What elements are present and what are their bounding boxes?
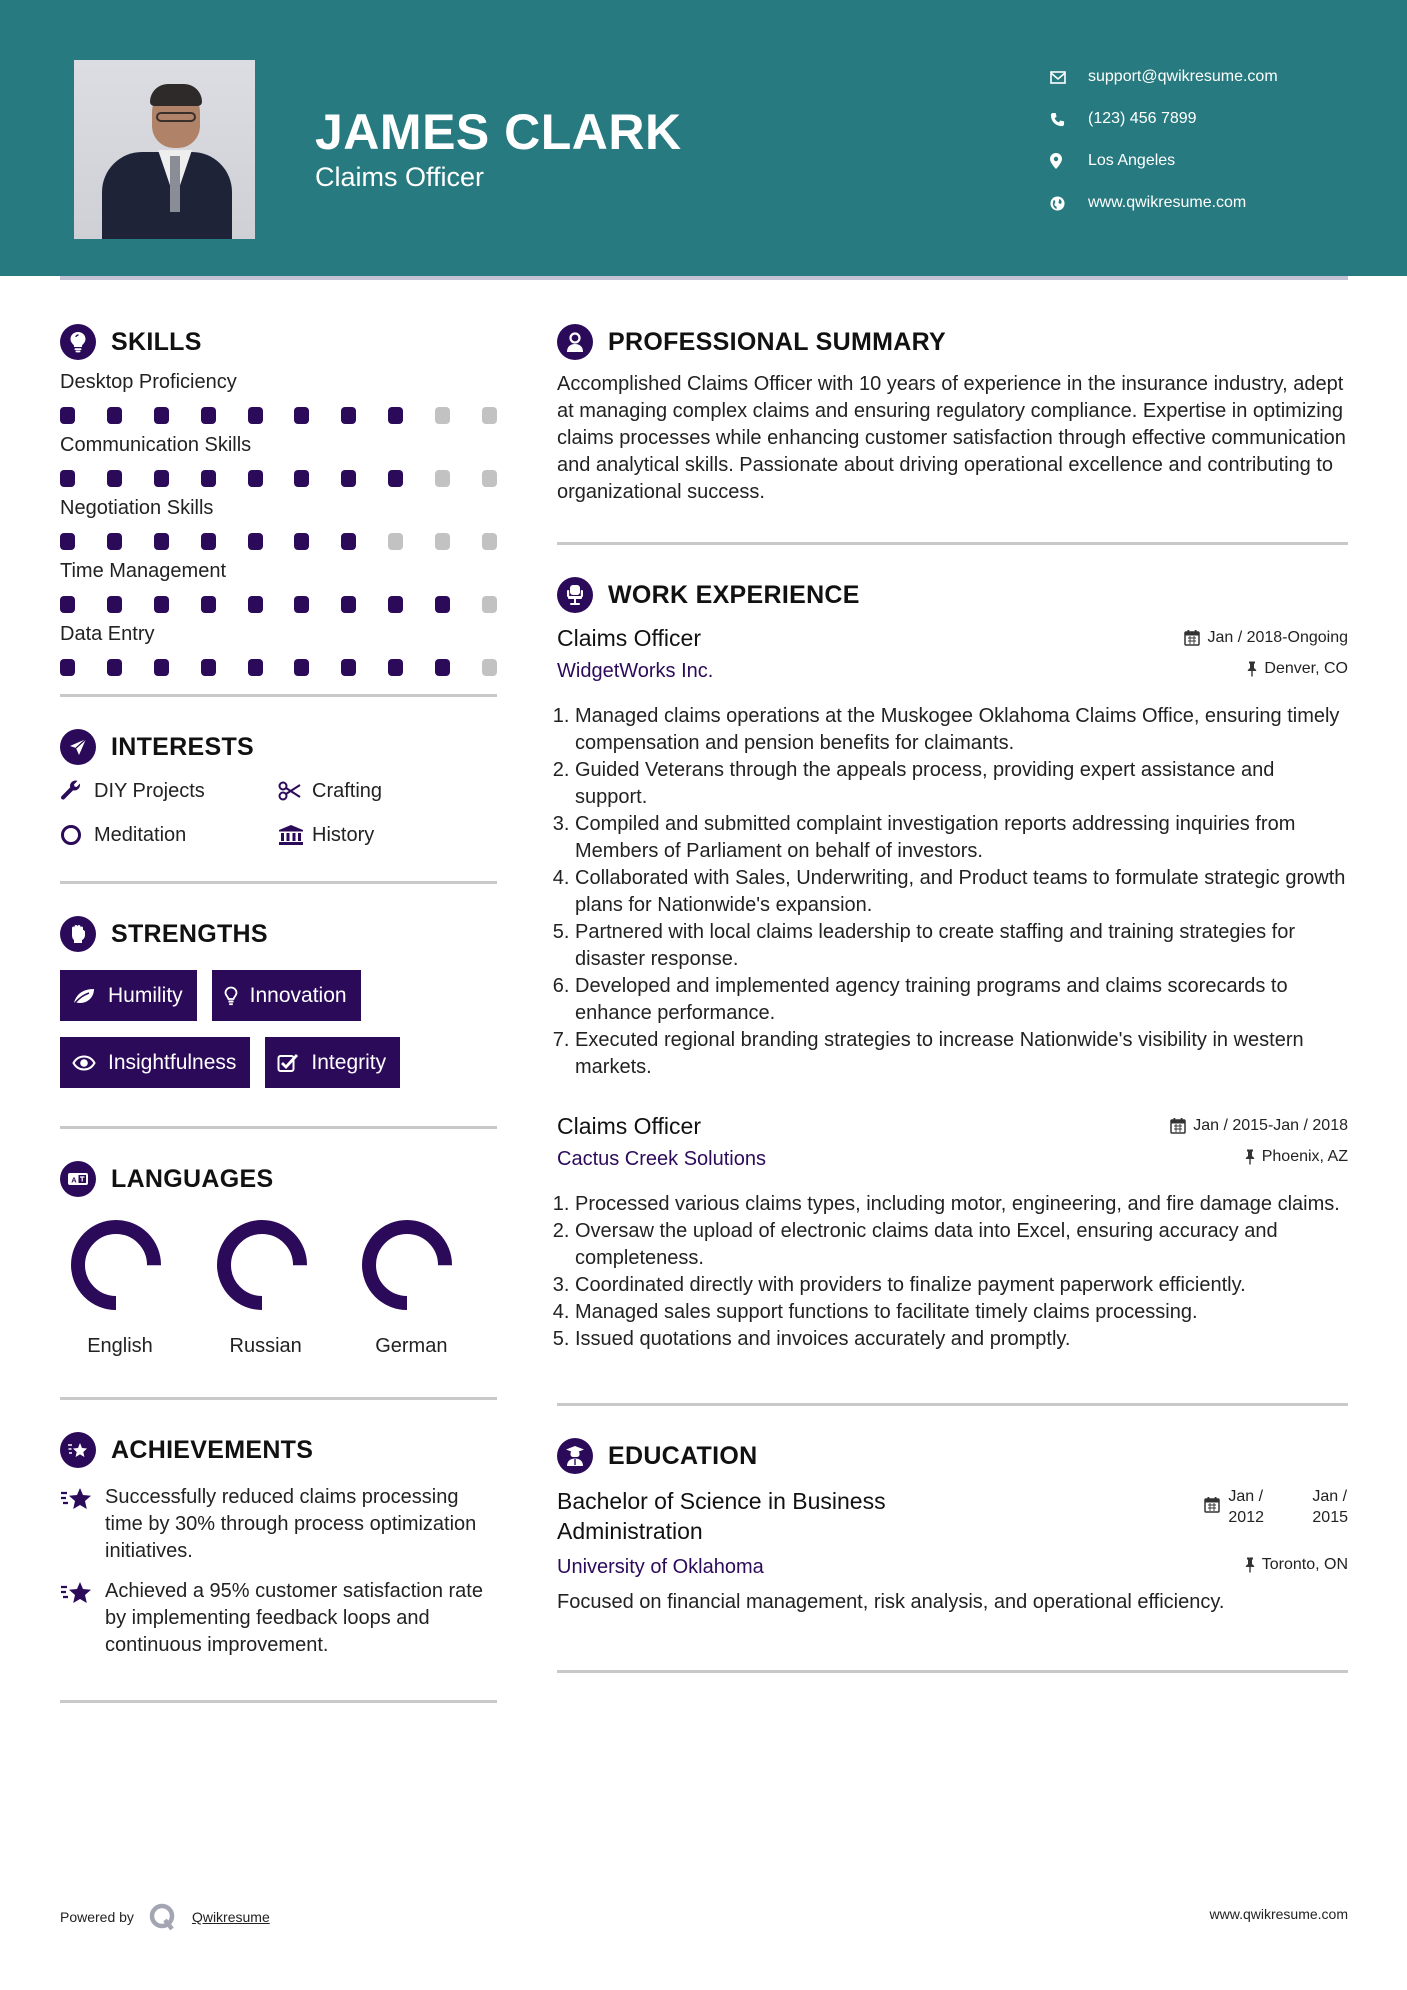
museum-icon (278, 824, 312, 846)
education-heading: EDUCATION (608, 1441, 758, 1470)
rating-dot-filled (388, 659, 403, 676)
duty-item: 3. Coordinated directly with providers to finalize payment paperwork efficiently. (575, 1272, 1348, 1299)
section-divider (557, 542, 1348, 545)
interest-label: Crafting (312, 779, 383, 802)
header-divider (60, 276, 1348, 280)
duty-item: 6. Developed and implemented agency training programs and claims scorecards to enhance performance. (575, 973, 1348, 1027)
rating-dot-filled (107, 596, 122, 613)
pushpin-icon (1245, 1149, 1255, 1165)
duty-list (557, 703, 1348, 1081)
duty-item: 1. Processed various claims types, including motor, engineering, and fire damage claims. (575, 1191, 1348, 1218)
duty-item: 5. Issued quotations and invoices accurately and promptly. (575, 1326, 1348, 1353)
lightbulb-icon (60, 324, 96, 360)
rating-dot-empty (435, 407, 450, 424)
language-progress-ring (212, 1215, 312, 1315)
edu-start-month: Jan / (1228, 1488, 1264, 1505)
strengths-section (60, 914, 497, 1088)
rating-dot-empty (482, 596, 497, 613)
education-location-text: Toronto, ON (1261, 1556, 1348, 1573)
right-column (557, 322, 1348, 1673)
rating-dot-filled (435, 659, 450, 676)
rating-dot-empty (482, 407, 497, 424)
resume-header (0, 0, 1407, 276)
rating-dot-empty (482, 470, 497, 487)
qwikresume-logo-icon (148, 1902, 178, 1932)
rating-dot-filled (388, 470, 403, 487)
interests-section (60, 727, 497, 849)
skill-name: Time Management (60, 560, 226, 582)
rating-dot-filled (294, 659, 309, 676)
office-chair-icon (557, 577, 593, 613)
skill-name: Desktop Proficiency (60, 371, 237, 393)
education-dates (1204, 1486, 1348, 1528)
skill-rating (60, 533, 497, 550)
edu-end-year: 2015 (1312, 1509, 1348, 1526)
strength-label: Innovation (249, 983, 347, 1007)
job-dates (1170, 1117, 1348, 1135)
rating-dot-filled (294, 470, 309, 487)
rating-dot-filled (154, 470, 169, 487)
rating-dot-filled (201, 596, 216, 613)
duty-list (557, 1191, 1348, 1353)
strengths-heading: STRENGTHS (111, 919, 268, 948)
rating-dot-filled (294, 596, 309, 613)
interests-heading: INTERESTS (111, 732, 254, 761)
rating-dot-filled (248, 407, 263, 424)
scissors-icon (278, 781, 312, 801)
rating-dot-empty (435, 470, 450, 487)
experience-section (557, 575, 1348, 1353)
phone-icon (1050, 112, 1088, 127)
rating-dot-filled (201, 659, 216, 676)
strength-chip (265, 1037, 400, 1088)
duty-item: 3. Compiled and submitted complaint investigation reports addressing inquiries from Members of Parliament on behalf of investors. (575, 811, 1348, 865)
skills-section (60, 322, 497, 676)
language-name: English (87, 1335, 153, 1357)
duty-item: 4. Managed sales support functions to facilitate timely claims processing. (575, 1299, 1348, 1326)
achievements-section (60, 1430, 497, 1659)
skill-rating (60, 470, 497, 487)
job-entry (557, 625, 1348, 1081)
school-name: University of Oklahoma (557, 1556, 764, 1578)
degree-title: Bachelor of Science in Business Administration (557, 1488, 886, 1544)
rating-dot-empty (482, 659, 497, 676)
lightbulb-icon (224, 986, 238, 1006)
skills-heading: SKILLS (111, 327, 202, 356)
rating-dot-filled (107, 470, 122, 487)
rating-dot-empty (388, 533, 403, 550)
job-title: Claims Officer (557, 1113, 701, 1139)
skills-list (60, 371, 497, 676)
rating-dot-filled (294, 407, 309, 424)
rating-dot-filled (294, 533, 309, 550)
language-progress-ring (357, 1215, 457, 1315)
job-location (1247, 660, 1348, 678)
leaf-icon (72, 987, 96, 1005)
language-item (206, 1215, 352, 1358)
edu-end-month: Jan / (1312, 1488, 1348, 1505)
rating-dot-empty (482, 533, 497, 550)
profile-photo (74, 60, 255, 239)
interest-item (278, 821, 496, 849)
rating-dot-filled (107, 533, 122, 550)
footer-website[interactable]: www.qwikresume.com (1209, 1906, 1348, 1922)
candidate-title: Claims Officer (315, 162, 485, 192)
calendar-icon (1170, 1117, 1186, 1134)
rating-dot-filled (248, 533, 263, 550)
footer-powered-by (60, 1902, 270, 1932)
job-location (1245, 1148, 1348, 1166)
contact-location-text: Los Angeles (1088, 152, 1176, 169)
languages-heading: LANGUAGES (111, 1164, 274, 1193)
skill-name: Communication Skills (60, 434, 252, 456)
interest-label: History (312, 823, 375, 846)
achievements-heading: ACHIEVEMENTS (111, 1435, 314, 1464)
summary-text: Accomplished Claims Officer with 10 years of experience in the insurance industry, adept at managing complex claims and ensuring regulatory compliance. Expertise in optimizing claims processes while enhancing customer satisfaction through effective communication and analytical skills. Passionate about driving operational excellence and contributing to organizational success. (557, 373, 1346, 503)
skill-name: Data Entry (60, 623, 155, 645)
calendar-icon (1204, 1496, 1220, 1519)
contact-website[interactable] (1050, 182, 1278, 224)
language-item (351, 1215, 497, 1358)
strength-chip (60, 970, 197, 1021)
graduate-icon (557, 1438, 593, 1474)
strength-label: Humility (108, 983, 183, 1007)
company-name: WidgetWorks Inc. (557, 660, 714, 682)
language-progress-ring (66, 1215, 166, 1315)
skill-name: Negotiation Skills (60, 497, 214, 519)
rating-dot-filled (341, 407, 356, 424)
contact-website-text: www.qwikresume.com (1088, 194, 1247, 211)
job-location-text: Phoenix, AZ (1261, 1148, 1348, 1165)
section-divider (60, 1126, 497, 1129)
rating-dot-filled (60, 596, 75, 613)
company-name: Cactus Creek Solutions (557, 1148, 766, 1170)
rating-dot-filled (248, 596, 263, 613)
skill-rating (60, 659, 497, 676)
interest-item (278, 777, 496, 805)
duty-item: 4. Collaborated with Sales, Underwriting, and Product teams to formulate strategic growth plans for Nationwide's expansion. (575, 865, 1348, 919)
section-divider (60, 1397, 497, 1400)
job-dates (1184, 629, 1348, 647)
contact-list (1050, 56, 1278, 224)
interest-label: DIY Projects (94, 779, 205, 802)
duty-item: 7. Executed regional branding strategies to increase Nationwide's visibility in western markets. (575, 1027, 1348, 1081)
rating-dot-filled (388, 596, 403, 613)
rating-dot-filled (248, 470, 263, 487)
candidate-name: JAMES CLARK (315, 104, 682, 160)
strength-label: Insightfulness (108, 1050, 237, 1074)
job-list (557, 625, 1348, 1353)
rating-dot-filled (154, 596, 169, 613)
section-divider (60, 694, 497, 697)
edu-start-year: 2012 (1228, 1509, 1264, 1526)
duty-item: 5. Partnered with local claims leadership to create staffing and training strategies for disaster response. (575, 919, 1348, 973)
contact-email[interactable] (1050, 56, 1278, 98)
circle-icon (60, 824, 94, 846)
duty-item: 2. Oversaw the upload of electronic claims data into Excel, ensuring accuracy and completeness. (575, 1218, 1348, 1272)
languages-section (60, 1159, 497, 1358)
education-location (1245, 1556, 1348, 1574)
rating-dot-filled (435, 596, 450, 613)
contact-email-text: support@qwikresume.com (1088, 68, 1278, 85)
skill-rating (60, 407, 497, 424)
star-speed-icon (60, 1484, 105, 1565)
language-item (60, 1215, 206, 1358)
job-title: Claims Officer (557, 625, 701, 651)
rating-dot-filled (341, 659, 356, 676)
summary-section (557, 322, 1348, 506)
interest-item (60, 821, 278, 849)
rating-dot-filled (201, 407, 216, 424)
pushpin-icon (1245, 1557, 1255, 1573)
globe-icon (1050, 196, 1088, 211)
education-section (557, 1436, 1348, 1616)
skill-rating (60, 596, 497, 613)
duty-item: 2. Guided Veterans through the appeals process, providing expert assistance and support. (575, 757, 1348, 811)
rating-dot-filled (107, 659, 122, 676)
translate-icon (60, 1161, 96, 1197)
rating-dot-filled (201, 533, 216, 550)
contact-phone-text: (123) 456 7899 (1088, 110, 1197, 127)
rating-dot-filled (60, 659, 75, 676)
section-divider (60, 1700, 497, 1703)
rating-dot-filled (154, 533, 169, 550)
summary-heading: PROFESSIONAL SUMMARY (608, 327, 946, 356)
education-description: Focused on financial management, risk analysis, and operational efficiency. (557, 1591, 1225, 1613)
rating-dot-filled (201, 470, 216, 487)
job-location-text: Denver, CO (1264, 660, 1348, 677)
strength-label: Integrity (311, 1050, 387, 1074)
strength-chip (60, 1037, 250, 1088)
rating-dot-filled (60, 470, 75, 487)
interest-label: Meditation (94, 823, 187, 846)
checkbox-icon (277, 1053, 299, 1073)
section-divider (557, 1670, 1348, 1673)
rating-dot-empty (435, 533, 450, 550)
job-dates-text: Jan / 2018-Ongoing (1207, 628, 1348, 646)
rating-dot-filled (341, 533, 356, 550)
rating-dot-filled (60, 533, 75, 550)
paper-plane-icon (60, 729, 96, 765)
achievement-item (60, 1484, 497, 1565)
duty-item: 1. Managed claims operations at the Muskogee Oklahoma Claims Office, ensuring timely compensation and pension benefits for claimants. (575, 703, 1348, 757)
svg-text:A: A (71, 1175, 77, 1185)
strength-chip (212, 970, 361, 1021)
left-column (60, 322, 497, 1703)
powered-by-label: Powered by (60, 1909, 134, 1925)
contact-phone[interactable] (1050, 98, 1278, 140)
language-name: German (375, 1335, 448, 1357)
envelope-icon (1050, 71, 1088, 84)
star-medal-icon (60, 1432, 96, 1468)
rating-dot-filled (154, 407, 169, 424)
rating-dot-filled (60, 407, 75, 424)
user-icon (557, 324, 593, 360)
star-speed-icon (60, 1578, 105, 1659)
fist-icon (60, 916, 96, 952)
rating-dot-filled (388, 407, 403, 424)
achievement-text: Achieved a 95% customer satisfaction rate by implementing feedback loops and continuous improvement. (105, 1580, 483, 1656)
languages-list (60, 1215, 497, 1358)
language-name: Russian (229, 1335, 302, 1357)
rating-dot-filled (341, 596, 356, 613)
eye-icon (72, 1055, 96, 1071)
job-entry (557, 1113, 1348, 1353)
pushpin-icon (1247, 661, 1257, 677)
achievement-item (60, 1578, 497, 1659)
interest-item (60, 777, 278, 805)
section-divider (557, 1403, 1348, 1406)
qwikresume-link[interactable]: Qwikresume (191, 1909, 270, 1925)
job-dates-text: Jan / 2015-Jan / 2018 (1193, 1116, 1348, 1134)
calendar-icon (1184, 629, 1200, 646)
contact-location (1050, 140, 1278, 182)
rating-dot-filled (107, 407, 122, 424)
section-divider (60, 881, 497, 884)
experience-heading: WORK EXPERIENCE (608, 580, 860, 609)
map-pin-icon (1050, 153, 1088, 169)
rating-dot-filled (248, 659, 263, 676)
rating-dot-filled (154, 659, 169, 676)
rating-dot-filled (341, 470, 356, 487)
achievement-text: Successfully reduced claims processing time by 30% through process optimization initiatives. (105, 1486, 477, 1562)
wrench-icon (60, 780, 94, 802)
